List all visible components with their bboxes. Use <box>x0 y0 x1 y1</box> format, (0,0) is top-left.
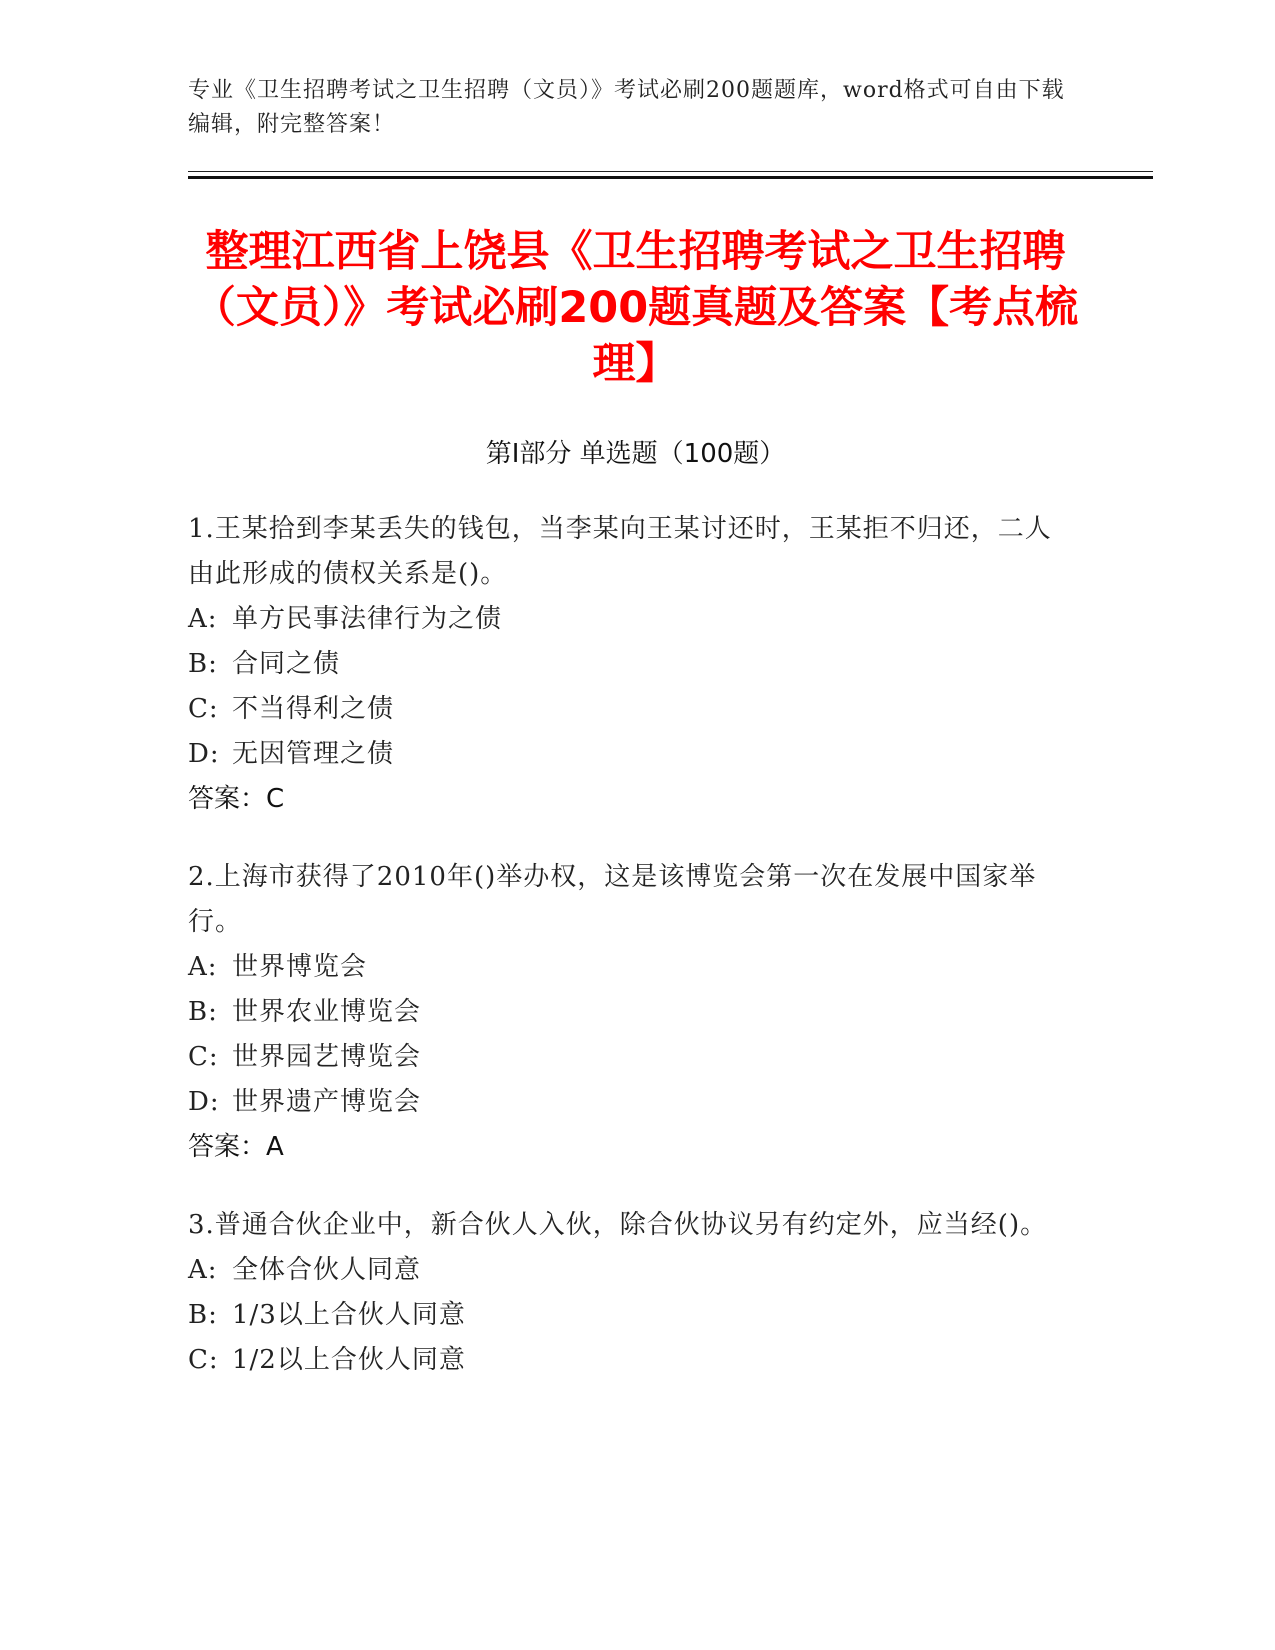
answer-line: 答案：C <box>188 784 285 814</box>
question-2 <box>188 855 1068 1170</box>
option-a <box>188 1248 1068 1293</box>
option-text: 世界园艺博览会 <box>232 1042 422 1072</box>
option-text: 不当得利之债 <box>232 694 395 724</box>
option-a <box>188 597 1068 642</box>
option-key: D: <box>188 1087 220 1117</box>
header-divider-thick <box>188 176 1153 179</box>
option-c <box>188 1035 1068 1080</box>
option-text: 全体合伙人同意 <box>232 1255 422 1285</box>
option-key: C: <box>188 1345 219 1375</box>
question-stem: 1.王某拾到李某丢失的钱包，当李某向王某讨还时，王某拒不归还，二人由此形成的债权关系是()。 <box>188 514 1052 589</box>
option-key: D: <box>188 739 220 769</box>
option-d <box>188 732 1068 777</box>
option-a <box>188 945 1068 990</box>
option-b <box>188 990 1068 1035</box>
document-intro: 专业《卫生招聘考试之卫生招聘（文员）》考试必刷200题题库，word格式可自由下载编辑，附完整答案！ <box>188 78 1065 137</box>
option-text: 世界博览会 <box>232 952 368 982</box>
header-divider-thin <box>188 171 1153 172</box>
option-d <box>188 1080 1068 1125</box>
option-key: A: <box>188 604 218 634</box>
option-text: 世界遗产博览会 <box>232 1087 422 1117</box>
option-text: 无因管理之债 <box>232 739 395 769</box>
option-b <box>188 642 1068 687</box>
option-key: B: <box>188 997 218 1027</box>
option-key: A: <box>188 1255 218 1285</box>
option-text: 1/2以上合伙人同意 <box>232 1345 466 1375</box>
document-title: 整理江西省上饶县《卫生招聘考试之卫生招聘（文员）》考试必刷200题真题及答案【考点梳理】 <box>192 227 1079 389</box>
section-heading: 第I部分 单选题（100题） <box>485 439 786 469</box>
option-c <box>188 1338 1068 1383</box>
option-b <box>188 1293 1068 1338</box>
question-stem: 2.上海市获得了2010年()举办权，这是该博览会第一次在发展中国家举行。 <box>188 862 1037 937</box>
option-key: B: <box>188 1300 218 1330</box>
option-text: 单方民事法律行为之债 <box>232 604 503 634</box>
option-key: C: <box>188 1042 219 1072</box>
option-key: C: <box>188 694 219 724</box>
question-stem: 3.普通合伙企业中，新合伙人入伙，除合伙协议另有约定外，应当经()。 <box>188 1210 1048 1240</box>
option-key: B: <box>188 649 218 679</box>
question-3 <box>188 1203 1068 1383</box>
option-text: 世界农业博览会 <box>232 997 422 1027</box>
option-text: 合同之债 <box>232 649 341 679</box>
answer-line: 答案：A <box>188 1132 284 1162</box>
option-key: A: <box>188 952 218 982</box>
option-c <box>188 687 1068 732</box>
question-1 <box>188 507 1068 822</box>
option-text: 1/3以上合伙人同意 <box>232 1300 466 1330</box>
